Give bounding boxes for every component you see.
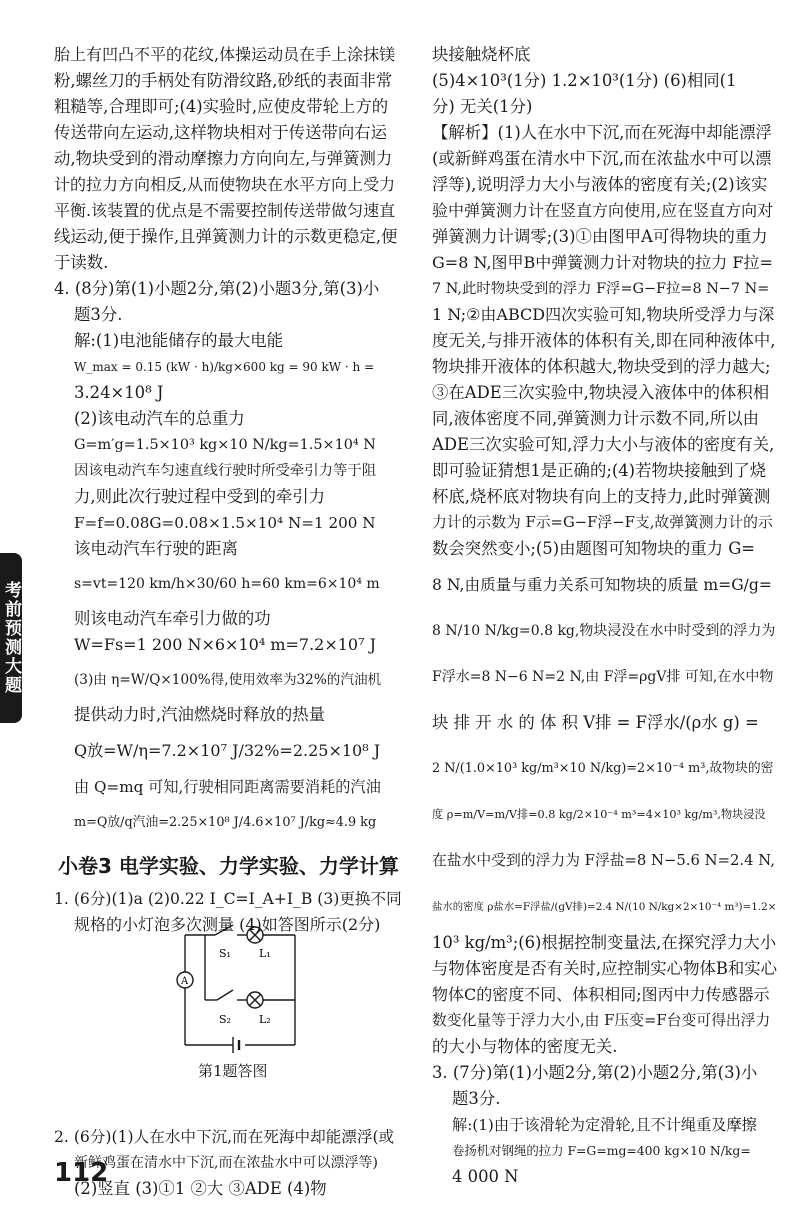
formula-line: Q放=W/η=7.2×10⁷ J/32%=2.25×10⁸ J <box>74 741 381 760</box>
text-line: 题3分. <box>452 1089 501 1108</box>
text-line: 力计的示数为 F示=G−F浮−F支,故弹簧测力计的示 <box>432 514 773 531</box>
formula-line: 在盐水中受到的浮力为 F浮盐=8 N−5.6 N=2.4 N, <box>432 852 775 869</box>
text-line: 力,则此次行驶过程中受到的牵引力 <box>74 487 326 506</box>
analysis-line: 【解析】(1)人在水中下沉,而在死海中却能漂浮 <box>432 123 772 142</box>
text-line: 解:(1)由于该滑轮为定滑轮,且不计绳重及摩擦 <box>452 1116 757 1134</box>
text-line: 块接触烧杯底 <box>432 45 531 64</box>
text-line: 平衡.该装置的优点是不需要控制传送带做匀速直 <box>54 201 396 220</box>
text-line: 数会突然变小;(5)由题图可知物块的重力 G= <box>432 539 756 558</box>
text-line: (3)由 η=W/Q×100%得,使用效率为32%的汽油机 <box>74 672 382 688</box>
circuit-diagram <box>175 905 305 1055</box>
formula-line: 4 000 N <box>452 1167 519 1186</box>
text-line: 即可验证猜想1是正确的;(4)若物块接触到了烧 <box>432 461 767 480</box>
text-line: 与物体密度是否有关时,应控制实心物体B和实心 <box>432 959 778 978</box>
text-line: 物块排开液体的体积越大,物块受到的浮力越大; <box>432 357 771 376</box>
text-line: 新鲜鸡蛋在清水中下沉,而在浓盐水中可以漂浮等) <box>74 1155 378 1171</box>
text-line: (2)该电动汽车的总重力 <box>74 409 245 428</box>
formula-line: 3.24×10⁸ J <box>74 383 164 402</box>
text-line: 线运动,便于操作,且弹簧测力计的示数更稳定,便 <box>54 227 398 246</box>
lamp-l1-label: L₁ <box>259 947 271 960</box>
text-line: 提供动力时,汽油燃烧时释放的热量 <box>74 705 326 724</box>
formula-line: 盐水的密度 ρ盐水=F浮盐/(gV排)=2.4 N/(10 N/kg×2×10⁻⁴ m³)=1.2× <box>432 901 777 913</box>
question-2-line: 2. (6分)(1)人在水中下沉,而在死海中却能漂浮(或 <box>54 1128 395 1146</box>
text-line: (或新鲜鸡蛋在清水中下沉,而在浓盐水中可以漂 <box>432 149 772 168</box>
text-line: 传送带向左运动,这样物块相对于传送带向右运 <box>54 123 388 142</box>
text-line: G=8 N,图甲B中弹簧测力计对物块的拉力 F拉= <box>432 253 773 272</box>
text-line: 杯底,烧杯底对物块有向上的支持力,此时弹簧测 <box>432 487 771 506</box>
text-line: ADE三次实验可知,浮力大小与液体的密度有关, <box>432 435 775 454</box>
formula-line: 8 N/10 N/kg=0.8 kg,物块浸没在水中时受到的浮力为 <box>432 623 776 639</box>
text-line: 粉,螺丝刀的手柄处有防滑纹路,砂纸的表面非常 <box>54 71 393 90</box>
ammeter-label: A <box>181 976 189 987</box>
text-line: 验中弹簧测力计在竖直方向使用,应在竖直方向对 <box>432 201 774 220</box>
text-line: 1 N;②由ABCD四次实验可知,物块所受浮力与深 <box>432 305 775 324</box>
formula-line: F=f=0.08G=0.08×1.5×10⁴ N=1 200 N <box>74 514 376 532</box>
formula-line: m=Q放/q汽油=2.25×10⁸ J/4.6×10⁷ J/kg≈4.9 kg <box>74 815 377 830</box>
formula-line: F浮水=8 N−6 N=2 N,由 F浮=ρgV排 可知,在水中物 <box>432 669 774 685</box>
text-line: 弹簧测力计调零;(3)①由图甲A可得物块的重力 <box>432 227 768 246</box>
text-line: 分) 无关(1分) <box>432 97 533 116</box>
text-line: 解:(1)电池能储存的最大电能 <box>74 331 284 350</box>
text-line: 胎上有凹凸不平的花纹,体操运动员在手上涂抹镁 <box>54 45 396 64</box>
text-line: 动,物块受到的滑动摩擦力方向向左,与弹簧测力 <box>54 149 393 168</box>
text-line: ③在ADE三次实验中,物块浸入液体中的体积相 <box>432 383 770 402</box>
formula-line: 度 ρ=m/V=m/V排=0.8 kg/2×10⁻⁴ m³=4×10³ kg/m³,物块浸没 <box>432 808 766 821</box>
text-line: 7 N,此时物块受到的浮力 F浮=G−F拉=8 N−7 N= <box>432 281 770 297</box>
text-line: 物体C的密度不同、体积相同;图丙中力传感器示 <box>432 985 770 1004</box>
text-line: (5)4×10³(1分) 1.2×10³(1分) (6)相同(1 <box>432 71 737 90</box>
text-line: 粗糙等,合理即可;(4)实验时,应使皮带轮上方的 <box>54 97 389 116</box>
formula-line: s=vt=120 km/h×30/60 h=60 km=6×10⁴ m <box>74 576 380 592</box>
text-line: 规格的小灯泡多次测量 (4)如答图所示(2分) <box>74 915 381 934</box>
text-line: (2)竖直 (3)①1 ②大 ③ADE (4)物 <box>74 1179 327 1198</box>
formula-line: W_max = 0.15 (kW · h)/kg×600 kg = 90 kW · h = <box>74 360 375 374</box>
figure-caption: 第1题答图 <box>198 1062 268 1080</box>
text-line: 该电动汽车行驶的距离 <box>74 539 238 558</box>
switch-s1-label: S₁ <box>219 947 231 960</box>
formula-line: 8 N,由质量与重力关系可知物块的质量 m=G/g= <box>432 576 772 594</box>
formula-line: 块 排 开 水 的 体 积 V排 = F浮水/(ρ水 g) = <box>432 713 759 732</box>
switch-s2-label: S₂ <box>219 1013 231 1026</box>
text-line: 浮等),说明浮力大小与液体的密度有关;(2)该实 <box>432 175 768 194</box>
question-4-header: 4. (8分)第(1)小题2分,第(2)小题3分,第(3)小 <box>54 279 380 298</box>
formula-line: W=Fs=1 200 N×6×10⁴ m=7.2×10⁷ J <box>74 635 377 654</box>
right-column <box>432 42 777 1190</box>
text-line: 因该电动汽车匀速直线行驶时所受牵引力等于阻 <box>74 463 377 479</box>
text-line: 的大小与物体的密度无关. <box>432 1037 618 1056</box>
text-line: 数变化量等于浮力大小,由 F压变=F台变可得出浮力 <box>432 1012 771 1029</box>
lamp-l2-label: L₂ <box>259 1013 271 1026</box>
question-1-line: 1. (6分)(1)a (2)0.22 I_C=I_A+I_B (3)更换不同 <box>54 890 402 908</box>
text-line: 度无关,与排开液体的体积有关,即在同种液体中, <box>432 331 776 350</box>
formula-line: 2 N/(1.0×10³ kg/m³×10 N/kg)=2×10⁻⁴ m³,故物块的密 <box>432 761 774 776</box>
text-line: 题3分. <box>74 305 123 324</box>
text-line: 则该电动汽车牵引力做的功 <box>74 609 271 628</box>
formula-line: 卷扬机对钢绳的拉力 F=G=mg=400 kg×10 N/kg= <box>452 1143 751 1158</box>
text-line: 同,液体密度不同,弹簧测力计示数不同,所以由 <box>432 409 760 428</box>
formula-line: G=m′g=1.5×10³ kg×10 N/kg=1.5×10⁴ N <box>74 437 376 453</box>
text-line: 10³ kg/m³;(6)根据控制变量法,在探究浮力大小 <box>432 933 777 952</box>
text-line: 计的拉力方向相反,从而使物块在水平方向上受力 <box>54 175 396 194</box>
page-number: 112 <box>54 1158 109 1188</box>
side-tab: 考前预测大题 <box>0 553 22 723</box>
question-3-header: 3. (7分)第(1)小题2分,第(2)小题2分,第(3)小 <box>432 1063 758 1082</box>
text-line: 由 Q=mq 可知,行驶相同距离需要消耗的汽油 <box>74 778 381 796</box>
text-line: 于读数. <box>54 253 109 272</box>
section-title: 小卷3 电学实验、力学实验、力学计算 <box>58 854 399 878</box>
